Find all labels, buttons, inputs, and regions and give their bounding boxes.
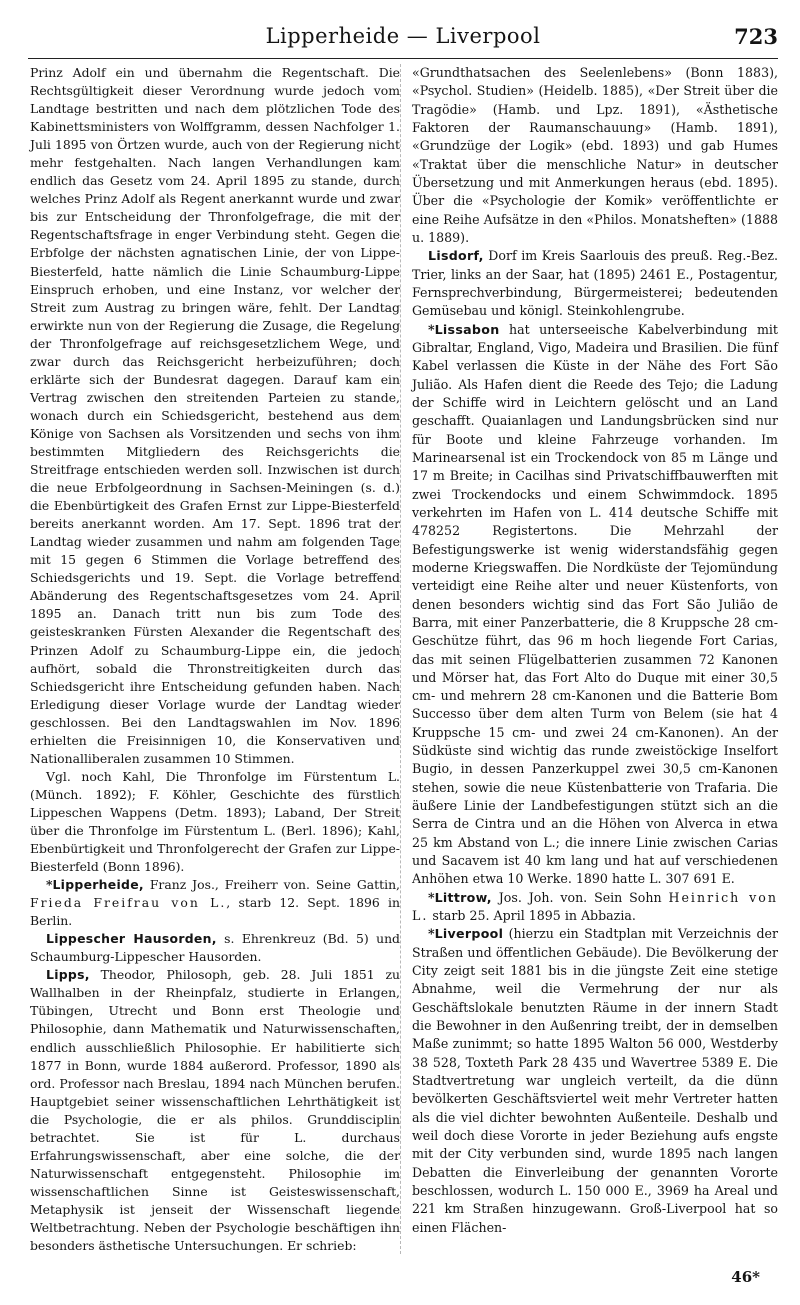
entry-lipperheide <box>30 876 400 930</box>
headword: Lissabon <box>434 321 500 337</box>
entry-text: Jos. Joh. von. Sein Sohn <box>491 889 669 905</box>
entry-text: s. Ehrenkreuz (Bd. 5) und Schaumburg-Lippescher Hausorden. <box>30 931 400 965</box>
supplement-star: * <box>428 889 435 905</box>
running-header <box>28 22 778 59</box>
page-number: 723 <box>734 24 778 49</box>
entry-text: (hierzu ein Stadtplan mit Verzeichnis der Straßen und öffentlichen Gebäude). Die Bevölkerung der City zeigt seit 1881 bis in die jüngste Zeit eine stetige Abnahme, weil die Vermehrung der nur als Geschäftslokale benutzten Räume in der innern Stadt die Bewohner in den Außenring treibt, der in demselben Maße zunimmt; so hatte 1895 Walton 56 000, Westderby 38 528, Toxteth Park 28 435 und Wavertree 5389 E. Die Stadtvertretung war ungleich verteilt, da die dünn bevölkerten Geschäftsviertel weit mehr Vertreter hatten als die viel dichter bewohnten Außenteile. Deshalb und weil doch diese Vororte in jeder Beziehung aufs engste mit der City verbunden sind, wurde 1895 nach langen Debatten die Einverleibung der genannten Vororte beschlossen, wodurch L. 150 000 E., 3969 ha Areal und 221 km Straßen hinzugewann. Groß-Liverpool hat so einen Flächen- <box>412 926 778 1235</box>
running-title: Lipperheide — Liverpool <box>265 24 541 48</box>
headword: Lipperheide, <box>52 877 144 893</box>
headword: Liverpool <box>434 926 504 942</box>
headword: Lisdorf, <box>428 248 484 264</box>
left-column <box>30 64 400 1255</box>
spaced-name: Frieda Freifrau von L. <box>30 895 227 911</box>
entry-lissabon <box>412 321 778 889</box>
entry-lippescher-hausorden <box>30 930 400 966</box>
entry-text: Dorf im Kreis Saarlouis des preuß. Reg.-Bez. Trier, links an der Saar, hat (1895) 2461 E., Postagentur, Fernsprechverbindung, Bürgermeisterei; bedeutenden Gemüsebau und königl. Steinkohlengrube. <box>412 248 778 319</box>
entry-lipps <box>30 966 400 1255</box>
headword: Littrow, <box>434 889 492 905</box>
entry-text: Theodor, Philosoph, geb. 28. Juli 1851 zu Wallhalben in der Rheinpfalz, studierte in Erlangen, Tübingen, Utrecht und Bonn erst Theologie und Philosophie, dann Mathematik und Naturwissenschaften, endlich ausschließlich Philosophie. Er habilitierte sich 1877 in Bonn, wurde 1884 außerord. Professor, 1890 als ord. Professor nach Breslau, 1894 nach München berufen. Hauptgebiet seiner wissenschaftlichen Lehrthätigkeit ist die Psychologie, die er als philos. Grunddisciplin betrachtet. Sie ist für L. durchaus Erfahrungswissenschaft, aber eine solche, die der Naturwissenschaft entgegensteht. Philosophie im wissenschaftlichen Sinne ist Geisteswissenschaft, Metaphysik ist jenseit der Wissenschaft liegende Weltbetrachtung. Neben der Psychologie beschäftigen ihn besonders ästhetische Untersuchungen. Er schrieb: <box>30 967 400 1254</box>
spaced-name: Heinrich von L. <box>412 889 778 924</box>
supplement-star: * <box>428 321 435 337</box>
paragraph: «Grundthatsachen des Seelenlebens» (Bonn 1883), «Psychol. Studien» (Heidelb. 1885), «Der Streit über die Tragödie» (Hamb. und Lpz. 1891), «Ästhetische Faktoren der Raumanschauung» (Hamb. 1891), «Grundzüge der Logik» (ebd. 1893) und gab Humes «Traktat über die menschliche Natur» in deutscher Übersetzung und mit Anmerkungen heraus (ebd. 1895). Über die «Psychologie der Komik» veröffentlichte er eine Reihe Aufsätze in den «Philos. Monatsheften» (1888 u. 1889). <box>412 65 778 245</box>
bibliography-paragraph: Vgl. noch Kahl, Die Thronfolge im Fürstentum L. (Münch. 1892); F. Köhler, Geschichte des fürstlich Lippeschen Wappens (Detm. 1893); Laband, Der Streit über die Thronfolge im Fürstentum L. (Berl. 1896); Kahl, Ebenbürtigkeit und Thronfolgerecht der Grafen zur Lippe-Biesterfeld (Bonn 1896). <box>30 768 400 875</box>
right-column <box>412 64 778 1237</box>
entry-lisdorf <box>412 247 778 320</box>
supplement-star: * <box>428 926 435 942</box>
entry-text: , starb 12. Sept. 1896 in Berlin. <box>30 895 400 929</box>
supplement-star: * <box>46 877 53 893</box>
signature-mark: 46* <box>731 1268 760 1286</box>
headword: Lipps, <box>46 967 90 983</box>
entry-text: starb 25. April 1895 in Abbazia. <box>428 908 636 924</box>
entry-liverpool <box>412 925 778 1237</box>
entry-text: hat unterseeische Kabelverbindung mit Gibraltar, England, Vigo, Madeira und Brasilien. Die fünf Kabel verlassen die Küste in der Nähe des Fort São Julião. Als Hafen dient die Reede des Tejo; die Ladung der Schiffe wird in Leichtern gelöscht und an Land geschafft. Quaianlagen und Landungsbrücken sind nur für Boote und kleine Fahrzeuge vorhanden. Im Marinearsenal ist ein Trockendock von 85 m Länge und 17 m Breite; in Cacilhas sind Privatschiffbauwerften mit zwei Trockendocks und einem Schwimmdock. 1895 verkehrten im Hafen von L. 414 deutsche Schiffe mit 478252 Registertons. Die Mehrzahl der Befestigungswerke ist wenig widerstandsfähig gegen moderne Kriegswaffen. Die Nordküste der Tejomündung verteidigt eine Reihe alter und neuer Küstenforts, von denen besonders wichtig sind das Fort São Julião de Barra, mit einer Panzerbatterie, die 8 Kruppsche 28 cm-Geschütze führt, das 96 m hoch liegende Fort Carias, das mit seinen Flügelbatterien zusammen 72 Kanonen und Mörser hat, das Fort Alto do Duque mit einer 30,5 cm- und mehrern 28 cm-Kanonen und die Batterie Bom Successo über dem alten Turm von Belem (sie hat 4 Kruppsche 15 cm- und zwei 24 cm-Kanonen). An der Südküste sind wichtig das runde zweistöckige Inselfort Bugio, in dessen Panzerkuppel zwei 30,5 cm-Kanonen stehen, sowie die neue Küstenbatterie von Trafaria. Die äußere Linie der Landbefestigungen stützt sich an die Serra de Cintra und an die Höhen von Alverca in etwa 25 km Abstand von L.; die innere Linie zwischen Carias und Sacavem ist 40 km lang und hat auf verschiedenen Anhöhen etwa 10 Werke. 1890 hatte L. 307 691 E. <box>412 321 778 887</box>
headword: Lippescher Hausorden, <box>46 931 217 947</box>
paragraph: Prinz Adolf ein und übernahm die Regentschaft. Die Rechtsgültigkeit dieser Verordnung wurde jedoch vom Landtage bestritten und nach dem plötzlichen Tode des Kabinettsministers von Wolffgramm, dessen Nachfolger 1. Juli 1895 von Örtzen wurde, auch von der Regierung nicht mehr festgehalten. Nach langen Verhandlungen kam endlich das Gesetz vom 24. April 1895 zu stande, durch welches Prinz Adolf als Regent anerkannt wurde und zwar bis zur Entscheidung der Thronfolgefrage, die mit der Regentschaftsfrage in enger Verbindung steht. Gegen die Erbfolge der nächsten agnatischen Linie, der von Lippe-Biesterfeld, hatte nämlich die Linie Schaumburg-Lippe Einspruch erhoben, und eine Instanz, vor welcher der Streit zum Austrag zu bringen wäre, fehlt. Der Landtag erwirkte nun von der Regierung die Zusage, die Regelung der Thronfolgefrage auf reichsgesetzlichem Wege, und zwar durch das Reichsgericht herbeizuführen; doch erklärte sich der Bundesrat dagegen. Darauf kam ein Vertrag zwischen den streitenden Parteien zu stande, wonach durch ein Schiedsgericht, bestehend aus dem Könige von Sachsen als Vorsitzenden und sechs von ihm bestimmten Mitgliedern des Reichsgerichts die Streitfrage entschieden werden soll. Inzwischen ist durch die neue Erbfolgeordnung in Sachsen-Meiningen (s. d.) die Ebenbürtigkeit des Grafen Ernst zur Lippe-Biesterfeld bereits anerkannt worden. Am 17. Sept. 1896 trat der Landtag wieder zusammen und nahm am folgenden Tage mit 15 gegen 6 Stimmen die Vorlage betreffend des Schiedsgerichts und 19. Sept. die Vorlage betreffend Abänderung des Regentschaftsgesetzes vom 24. April 1895 an. Danach tritt nun bis zum Tode des geisteskranken Fürsten Alexander die Regentschaft des Prinzen Adolf zu Schaumburg-Lippe ein, die jedoch aufhört, sobald die Thronstreitigkeiten durch das Schiedsgericht ihre Entscheidung gefunden haben. Nach Erledigung dieser Vorlage wurde der Landtag wieder geschlossen. Bei den Landtagswahlen im Nov. 1896 erhielten die Freisinnigen 10, die Konservativen und Nationalliberalen zusammen 10 Stimmen. <box>30 65 400 766</box>
column-divider <box>400 64 401 1254</box>
entry-littrow <box>412 889 778 926</box>
entry-text: Franz Jos., Freiherr von. Seine Gattin, <box>143 877 400 893</box>
